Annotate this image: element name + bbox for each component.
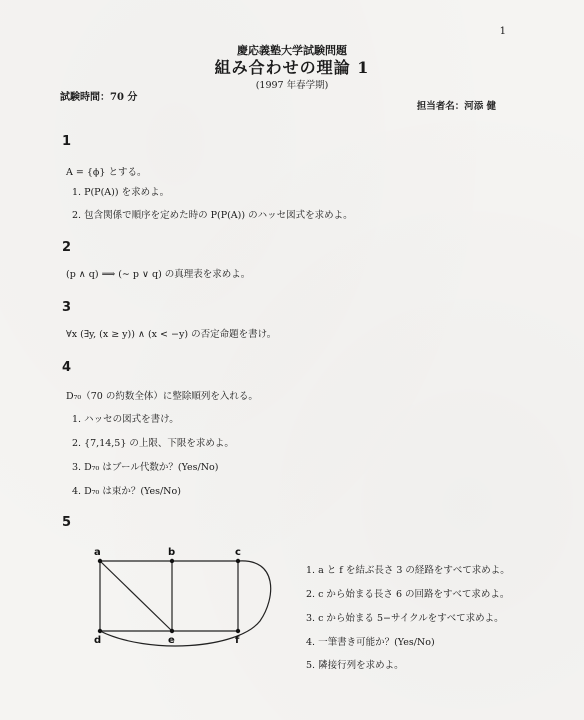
problem-1-item-1: 1. P(P(A)) を求めよ。 — [72, 187, 170, 198]
problem-4-item-3: 3. D₇₀ はブール代数か？(Yes/No) — [72, 462, 219, 473]
exam-time: 試験時間：70 分 — [60, 92, 138, 103]
instructor-name: 担当者名：河添 健 — [416, 101, 496, 112]
exam-title: 組み合わせの理論 1 — [214, 58, 370, 77]
university-heading: 慶応義塾大学試験問題 — [237, 44, 347, 57]
problem-4-item-2: 2. {7,14,5} の上限、下限を求めよ。 — [72, 438, 234, 449]
problem-1-item-2: 2. 包含関係で順序を定めた時の P(P(A)) のハッセ図式を求めよ。 — [72, 210, 353, 221]
problem-5-item-4: 4. 一筆書き可能か？(Yes/No) — [306, 637, 435, 648]
problem-4-intro: D₇₀（70 の約数全体）に整除順列を入れる。 — [66, 391, 258, 402]
edge-a-e — [100, 561, 172, 631]
problem-5-number: 5 — [62, 515, 72, 530]
problem-5-graph — [88, 543, 278, 655]
problem-3-number: 3 — [62, 300, 72, 315]
problem-4-item-4: 4. D₇₀ は束か？(Yes/No) — [72, 486, 181, 497]
problem-5-item-5: 5. 隣接行列を求めよ。 — [306, 660, 404, 671]
problem-2-number: 2 — [62, 240, 72, 255]
vertex-e-label: e — [168, 635, 175, 646]
vertex-a-label: a — [94, 547, 101, 558]
problem-5-item-1: 1. a と f を結ぶ長さ 3 の経路をすべて求めよ。 — [306, 565, 510, 576]
edge-c-d-curve — [100, 561, 271, 646]
vertex-b-label: b — [168, 547, 176, 558]
problem-4-number: 4 — [62, 360, 72, 375]
problem-5-item-2: 2. c から始まる長さ 6 の回路をすべて求めよ。 — [306, 589, 510, 600]
problem-2-intro: (p ∧ q) ⟹ (∼ p ∨ q) の真理表を求めよ。 — [66, 269, 251, 280]
page-number: 1 — [499, 26, 506, 37]
problem-5-item-3: 3. c から始まる 5−サイクルをすべて求めよ。 — [306, 613, 504, 624]
problem-3-intro: ∀x (∃y, (x ≥ y)) ∧ (x < −y) の否定命題を書け。 — [66, 329, 277, 340]
vertex-c-label: c — [235, 547, 241, 558]
vertex-d-label: d — [94, 635, 102, 646]
problem-1-intro: A = {ϕ} とする。 — [66, 167, 147, 178]
vertex-f-label: f — [235, 635, 240, 646]
problem-1-number: 1 — [62, 134, 72, 149]
exam-term: (1997 年春学期) — [255, 80, 329, 91]
problem-4-item-1: 1. ハッセの図式を書け。 — [72, 414, 179, 425]
